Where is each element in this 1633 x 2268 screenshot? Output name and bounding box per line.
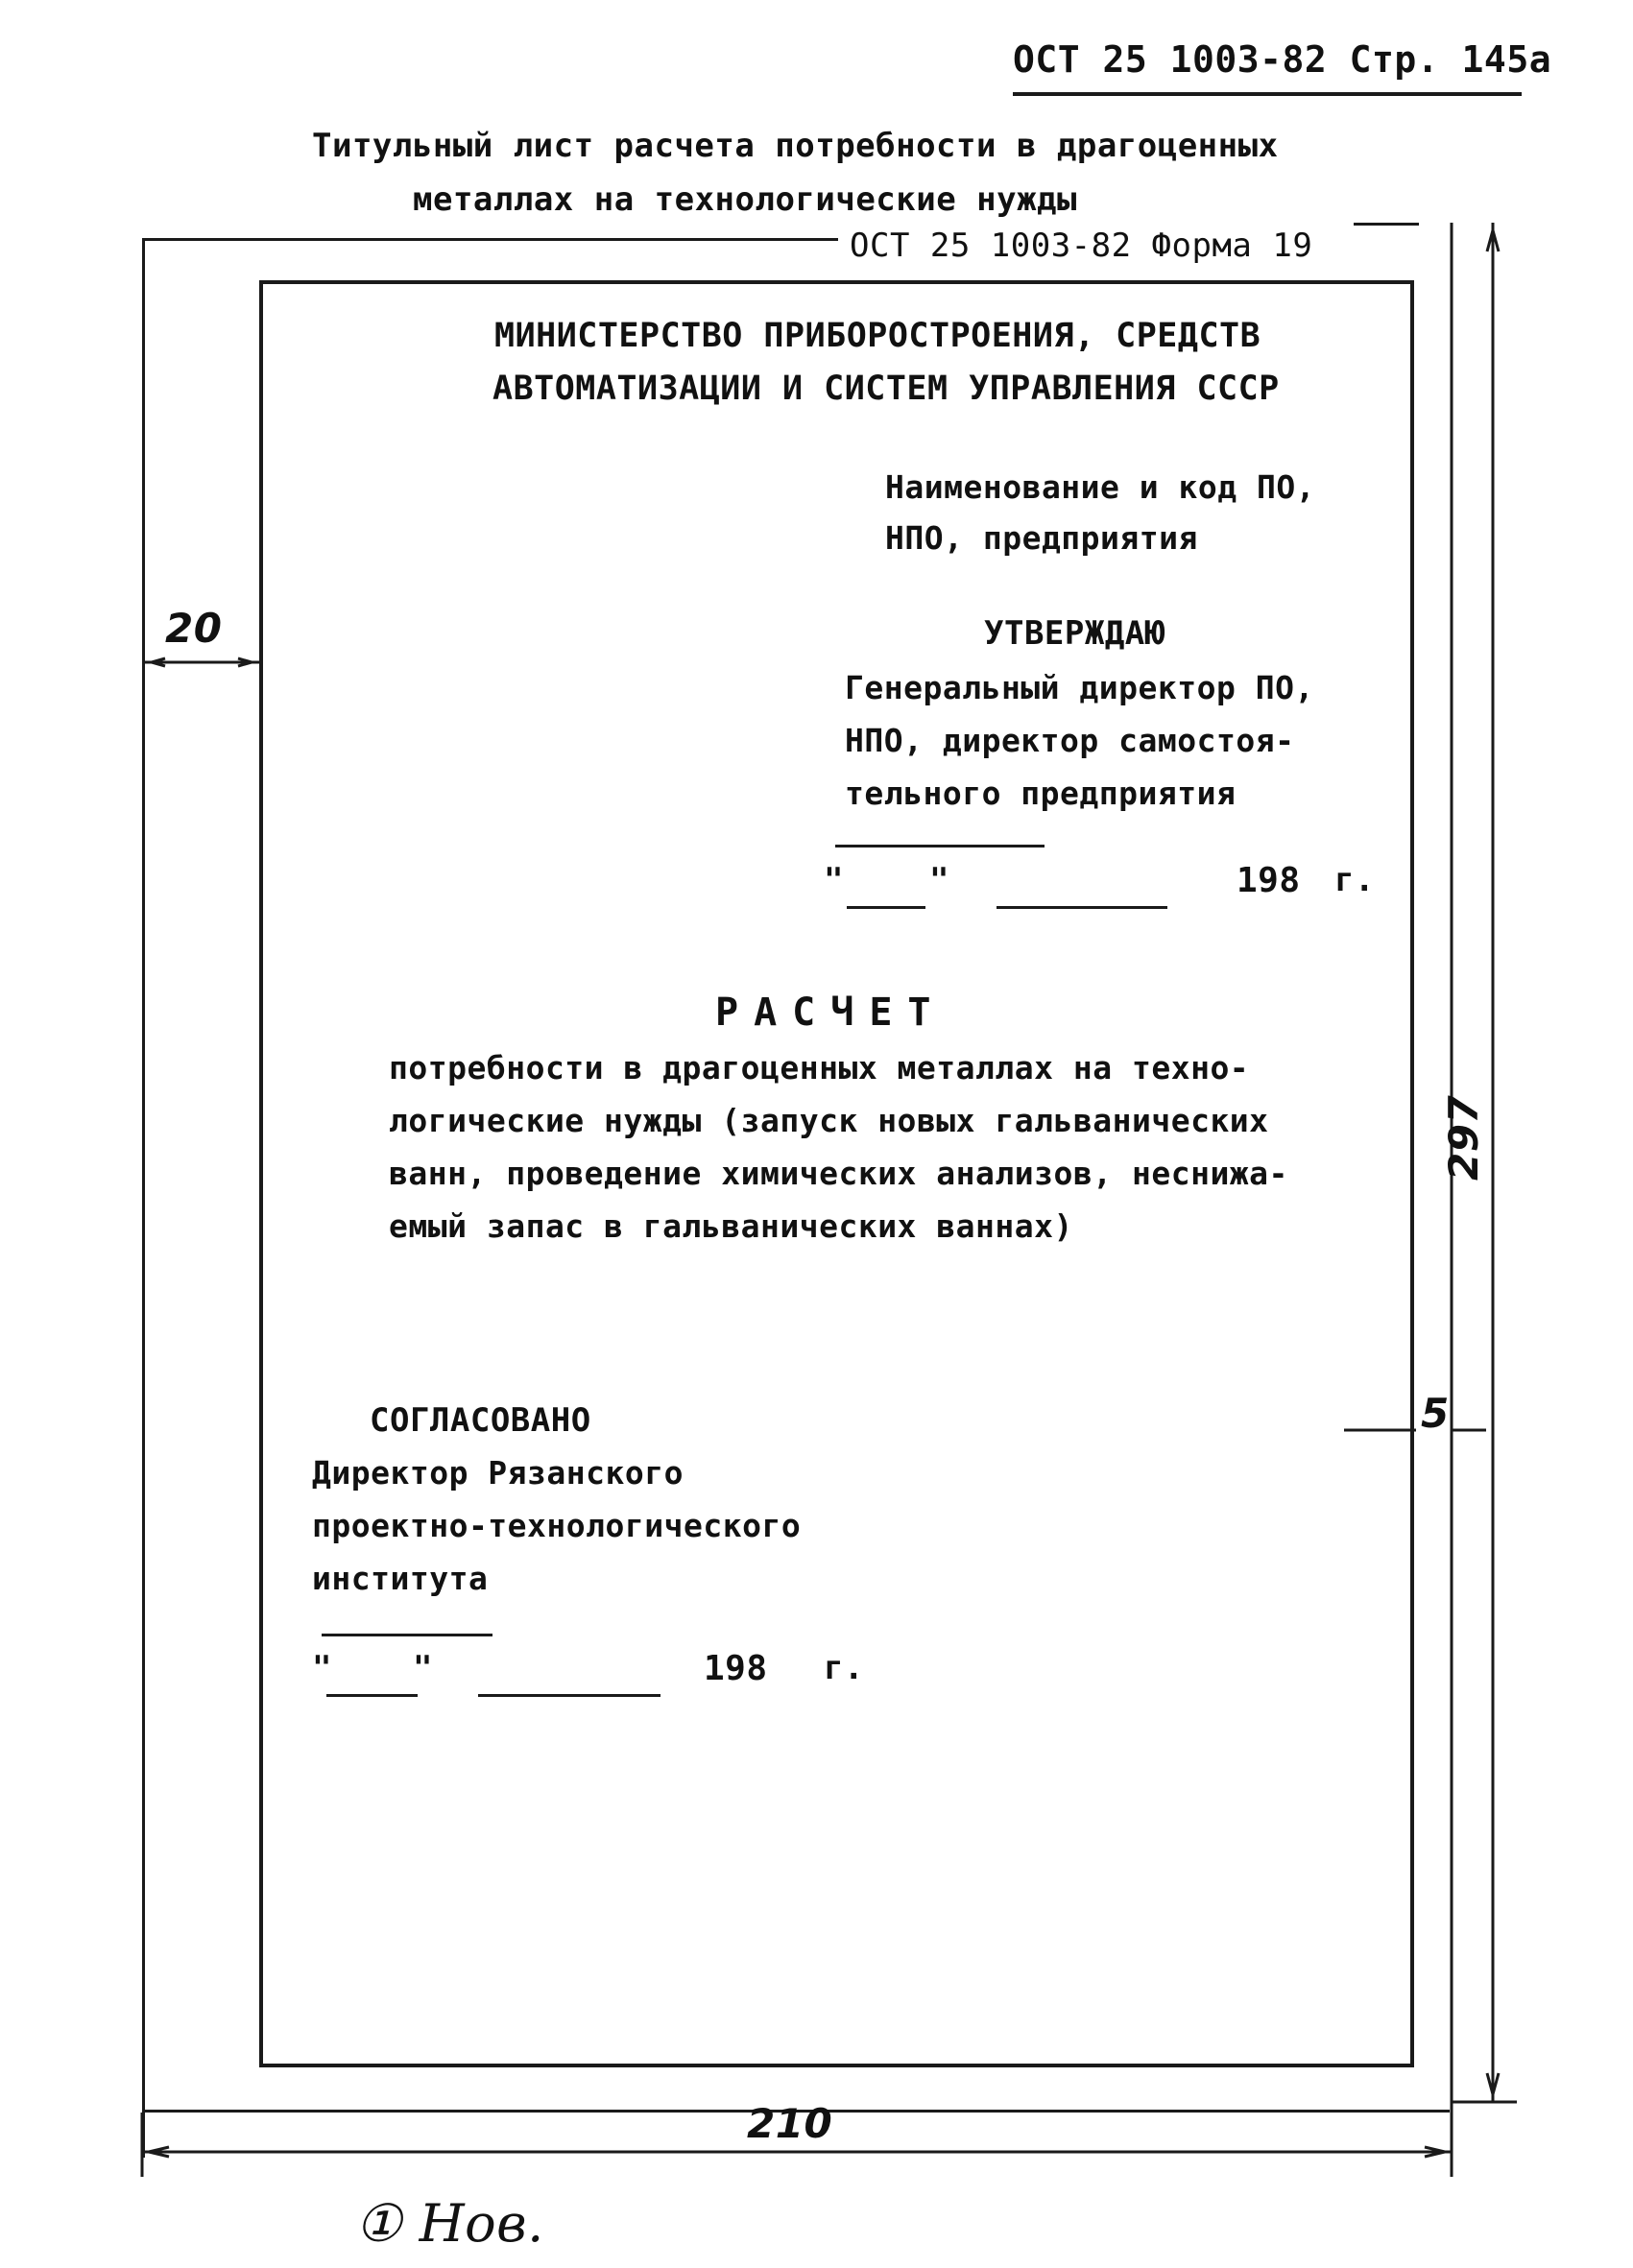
approve-date-year: 198 <box>1237 861 1301 900</box>
agreed-line-3: института <box>312 1560 489 1597</box>
agreed-title: СОГЛАСОВАНО <box>370 1401 591 1440</box>
body-line-3: ванн, проведение химических анализов, неснижа- <box>389 1155 1288 1192</box>
body-line-1: потребности в драгоценных металлах на техно- <box>389 1049 1250 1086</box>
org-name-line-2: НПО, предприятия <box>885 519 1198 557</box>
form-reference: ОСТ 25 1003-82 Форма 19 <box>850 227 1313 265</box>
dimension-left-margin: 20 <box>165 605 223 652</box>
ministry-line-2: АВТОМАТИЗАЦИИ И СИСТЕМ УПРАВЛЕНИЯ СССР <box>492 370 1280 408</box>
caption-line-1: Титульный лист расчета потребности в драгоценных <box>312 127 1279 165</box>
caption-line-2: металлах на технологические нужды <box>413 180 1078 219</box>
dimension-width: 210 <box>747 2100 833 2147</box>
agreed-date-quote-open: " <box>312 1649 332 1687</box>
approve-title: УТВЕРЖДАЮ <box>984 614 1165 653</box>
standard-page-ref: ОСТ 25 1003-82 Стр. 145а <box>1013 38 1552 81</box>
body-line-4: емый запас в гальванических ваннах) <box>389 1207 1073 1245</box>
agreed-date-suffix: г. <box>824 1649 864 1687</box>
agreed-date-year: 198 <box>704 1649 768 1688</box>
document-title: РАСЧЕТ <box>715 991 947 1035</box>
handwritten-note: ① Нов. <box>355 2193 544 2254</box>
agreed-line-2: проектно-технологического <box>312 1507 802 1544</box>
ministry-line-1: МИНИСТЕРСТВО ПРИБОРОСТРОЕНИЯ, СРЕДСТВ <box>494 317 1261 355</box>
approve-line-1: Генеральный директор ПО, <box>845 669 1314 706</box>
approve-line-3: тельного предприятия <box>845 775 1237 812</box>
approve-line-2: НПО, директор самостоя- <box>845 722 1295 759</box>
agreed-date-quote-close: " <box>413 1649 433 1687</box>
approve-date-quote-open: " <box>824 861 844 899</box>
agreed-line-1: Директор Рязанского <box>312 1454 684 1492</box>
dimension-right-margin: 5 <box>1421 1390 1450 1437</box>
approve-date-quote-close: " <box>929 861 949 899</box>
dimension-height: 297 <box>1440 1094 1487 1181</box>
body-line-2: логические нужды (запуск новых гальванических <box>389 1102 1269 1139</box>
org-name-line-1: Наименование и код ПО, <box>885 468 1316 506</box>
approve-date-suffix: г. <box>1334 861 1375 899</box>
